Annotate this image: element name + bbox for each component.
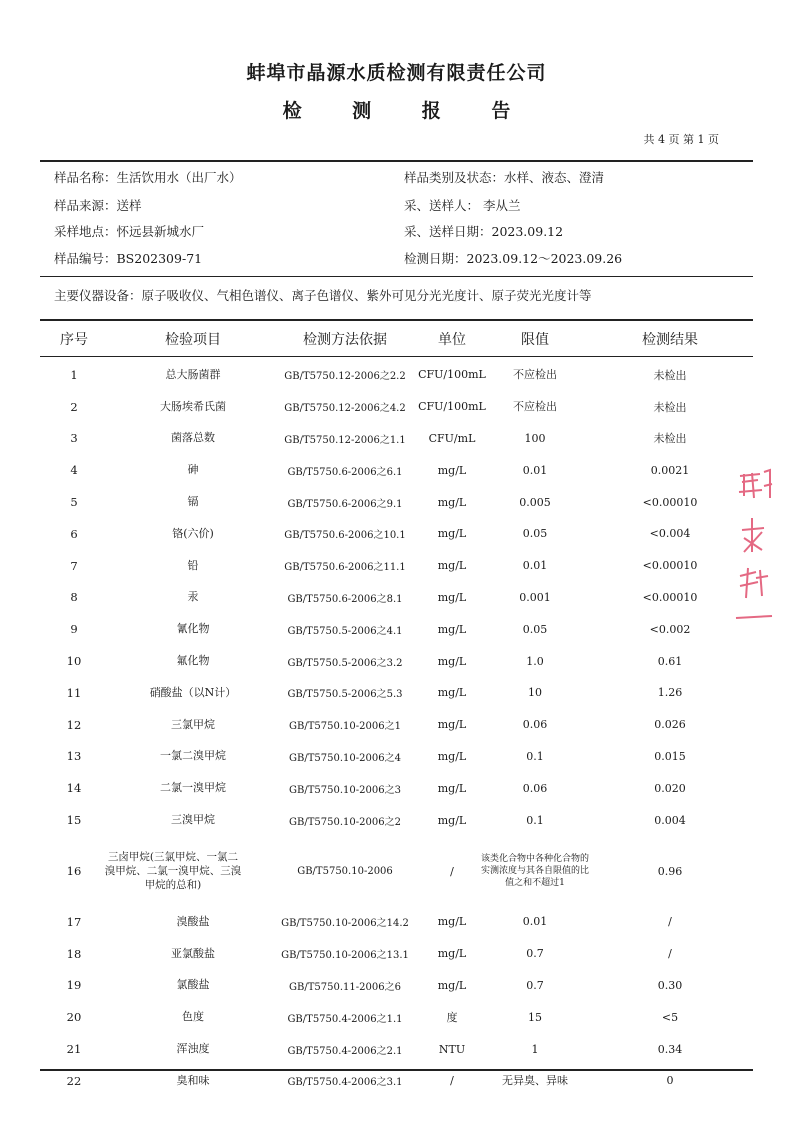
limit-value: 不应检出 xyxy=(513,400,557,414)
unit: 度 xyxy=(446,1011,458,1025)
limit-value: 0.05 xyxy=(522,622,548,636)
table-row xyxy=(40,677,753,709)
bottom-rule xyxy=(40,1069,753,1071)
table-row xyxy=(40,1001,753,1033)
sampling-location: 采样地点：怀远县新城水厂 xyxy=(54,224,205,239)
limit-value: 0.005 xyxy=(519,495,551,509)
test-item: 汞 xyxy=(187,590,199,604)
row-number: 12 xyxy=(66,717,82,732)
unit: mg/L xyxy=(437,590,467,604)
test-result: 0.61 xyxy=(657,654,683,668)
test-result: 未检出 xyxy=(653,432,687,446)
test-result: <0.00010 xyxy=(642,559,698,573)
test-method: GB/T5750.12-2006之2.2 xyxy=(284,371,406,383)
test-item: 溴酸盐 xyxy=(176,914,210,928)
limit-value: 1 xyxy=(531,1042,539,1056)
table-row xyxy=(40,970,753,1002)
table-row xyxy=(40,454,753,486)
row-number: 15 xyxy=(66,813,82,828)
unit: mg/L xyxy=(437,686,467,700)
limit-value: 100 xyxy=(524,431,546,445)
test-method: GB/T5750.6-2006之10.1 xyxy=(284,530,406,542)
row-number: 5 xyxy=(70,495,78,510)
row-number: 17 xyxy=(66,914,82,929)
limit-value: 0.05 xyxy=(522,527,548,541)
test-item: 三氯甲烷 xyxy=(171,717,215,731)
unit: mg/L xyxy=(437,718,467,732)
test-method: GB/T5750.10-2006 xyxy=(297,865,393,877)
limit-value: 0.01 xyxy=(522,915,548,929)
row-number: 14 xyxy=(66,781,82,796)
test-method: GB/T5750.5-2006之3.2 xyxy=(287,657,403,669)
unit: mg/L xyxy=(437,559,467,573)
test-result: / xyxy=(668,915,672,929)
test-result: 0.026 xyxy=(654,718,686,732)
table-row xyxy=(40,1033,753,1065)
top-rule xyxy=(40,160,753,162)
limit-value: 0.06 xyxy=(522,718,548,732)
limit-value: 无异臭、异味 xyxy=(502,1074,568,1088)
unit: / xyxy=(450,864,454,878)
table-row xyxy=(40,550,753,582)
test-item: 亚氯酸盐 xyxy=(171,946,215,960)
row-number: 8 xyxy=(70,590,78,605)
limit-value: 0.1 xyxy=(526,813,544,827)
test-result: <0.00010 xyxy=(642,590,698,604)
table-row xyxy=(40,518,753,550)
unit: mg/L xyxy=(437,495,467,509)
test-item: 臭和味 xyxy=(176,1073,210,1087)
instruments: 主要仪器设备：原子吸收仪、气相色谱仪、离子色谱仪、紫外可见分光光度计、原子荧光光度计等 xyxy=(54,288,592,303)
table-row xyxy=(40,709,753,741)
table-row xyxy=(40,359,753,391)
sampler: 采、送样人： 李从兰 xyxy=(404,198,521,213)
limit-value: 0.7 xyxy=(526,978,544,992)
test-method: GB/T5750.6-2006之8.1 xyxy=(287,593,403,605)
header-rule xyxy=(40,356,753,357)
limit-value: 0.7 xyxy=(526,947,544,961)
test-method: GB/T5750.10-2006之2 xyxy=(289,816,401,828)
row-number: 19 xyxy=(66,978,82,993)
test-result: 0 xyxy=(666,1074,674,1088)
row-number: 6 xyxy=(70,526,78,541)
header-item: 检验项目 xyxy=(165,332,221,348)
test-item: 氰化物 xyxy=(176,622,210,636)
info-row-1 xyxy=(54,168,744,188)
row-number: 2 xyxy=(70,399,78,414)
test-item: 三卤甲烷(三氯甲烷、一氯二溴甲烷、二氯一溴甲烷、三溴甲烷的总和) xyxy=(104,851,242,891)
test-item: 氯酸盐 xyxy=(176,978,210,992)
test-method: GB/T5750.6-2006之11.1 xyxy=(284,562,406,574)
info-row-4 xyxy=(54,249,744,269)
table-row xyxy=(40,613,753,645)
test-result: 0.0021 xyxy=(650,463,690,477)
row-number: 18 xyxy=(66,946,82,961)
info-row-3 xyxy=(54,222,744,242)
test-item: 镉 xyxy=(187,495,199,509)
test-result: 0.020 xyxy=(654,781,686,795)
test-result: 1.26 xyxy=(657,686,683,700)
unit: mg/L xyxy=(437,463,467,477)
info-rule xyxy=(40,276,753,277)
table-top-rule xyxy=(40,319,753,321)
test-item: 氟化物 xyxy=(176,654,210,668)
test-result: 0.015 xyxy=(654,749,686,763)
limit-value: 10 xyxy=(528,686,542,700)
test-method: GB/T5750.12-2006之1.1 xyxy=(284,434,406,446)
header-limit: 限值 xyxy=(521,332,549,348)
test-date: 检测日期：2023.09.12～2023.09.26 xyxy=(404,251,623,266)
test-result: 0.004 xyxy=(654,813,686,827)
test-method: GB/T5750.5-2006之4.1 xyxy=(287,625,403,637)
sample-date: 采、送样日期：2023.09.12 xyxy=(404,224,564,239)
limit-value: 0.001 xyxy=(519,590,551,604)
unit: mg/L xyxy=(437,813,467,827)
header-method: 检测方法依据 xyxy=(303,332,387,348)
test-method: GB/T5750.12-2006之4.2 xyxy=(284,403,406,415)
row-number: 20 xyxy=(66,1010,82,1025)
row-number: 10 xyxy=(66,654,82,669)
sample-type: 样品类别及状态：水样、液态、澄清 xyxy=(404,170,605,185)
test-result: <0.002 xyxy=(649,622,691,636)
test-result: 0.30 xyxy=(657,978,683,992)
test-item: 铅 xyxy=(187,558,199,572)
header-no: 序号 xyxy=(60,332,88,348)
test-result: 0.34 xyxy=(657,1042,683,1056)
table-row xyxy=(40,938,753,970)
limit-value: 0.1 xyxy=(526,749,544,763)
seal-stamp xyxy=(734,468,774,628)
unit: mg/L xyxy=(437,622,467,636)
limit-value: 该类化合物中各种化合物的实测浓度与其各自限值的比值之和不超过1 xyxy=(480,854,589,888)
test-method: GB/T5750.11-2006之6 xyxy=(289,981,401,993)
unit: mg/L xyxy=(437,915,467,929)
unit: mg/L xyxy=(437,781,467,795)
sample-number: 样品编号：BS202309-71 xyxy=(54,251,203,266)
test-method: GB/T5750.10-2006之13.1 xyxy=(281,950,409,962)
test-result: <0.00010 xyxy=(642,495,698,509)
test-result: 未检出 xyxy=(653,368,687,382)
test-method: GB/T5750.10-2006之4 xyxy=(289,752,401,764)
unit: mg/L xyxy=(437,654,467,668)
test-method: GB/T5750.4-2006之2.1 xyxy=(287,1045,403,1057)
unit: mg/L xyxy=(437,978,467,992)
test-item: 铬(六价) xyxy=(172,526,214,540)
test-method: GB/T5750.4-2006之1.1 xyxy=(287,1013,403,1025)
test-item: 色度 xyxy=(182,1010,204,1024)
test-method: GB/T5750.10-2006之14.2 xyxy=(281,918,409,930)
test-result: 未检出 xyxy=(653,400,687,414)
test-method: GB/T5750.10-2006之3 xyxy=(289,784,401,796)
limit-value: 不应检出 xyxy=(513,368,557,382)
test-method: GB/T5750.6-2006之6.1 xyxy=(287,466,403,478)
row-number: 7 xyxy=(70,558,78,573)
test-result: <5 xyxy=(661,1010,679,1024)
test-item: 二氯一溴甲烷 xyxy=(160,781,226,795)
table-row xyxy=(40,836,753,906)
unit: CFU/mL xyxy=(428,431,476,445)
test-method: GB/T5750.5-2006之5.3 xyxy=(287,689,403,701)
table-row xyxy=(40,582,753,614)
limit-value: 0.06 xyxy=(522,781,548,795)
test-item: 大肠埃希氏菌 xyxy=(160,399,226,413)
row-number: 16 xyxy=(66,864,82,878)
test-item: 菌落总数 xyxy=(171,431,215,445)
unit: mg/L xyxy=(437,947,467,961)
table-row xyxy=(40,423,753,455)
header-result: 检测结果 xyxy=(642,332,698,348)
row-number: 22 xyxy=(66,1073,82,1088)
unit: NTU xyxy=(438,1042,466,1056)
row-number: 11 xyxy=(66,685,82,700)
table-row xyxy=(40,772,753,804)
table-row xyxy=(40,645,753,677)
table-row xyxy=(40,486,753,518)
sample-source: 样品来源：送样 xyxy=(54,198,142,213)
test-result: 0.96 xyxy=(657,864,683,878)
row-number: 13 xyxy=(66,749,82,764)
test-result: / xyxy=(668,947,672,961)
unit: CFU/100mL xyxy=(418,368,486,382)
test-item: 砷 xyxy=(187,463,199,477)
page-info: 共 4 页 第 1 页 xyxy=(643,133,719,146)
row-number: 9 xyxy=(70,622,78,637)
unit: mg/L xyxy=(437,527,467,541)
test-item: 三溴甲烷 xyxy=(171,813,215,827)
header-unit: 单位 xyxy=(438,332,466,348)
test-method: GB/T5750.6-2006之9.1 xyxy=(287,498,403,510)
unit: mg/L xyxy=(437,749,467,763)
limit-value: 15 xyxy=(528,1010,542,1024)
info-row-2 xyxy=(54,196,744,216)
test-item: 总大肠菌群 xyxy=(165,367,221,381)
unit: / xyxy=(450,1074,454,1088)
table-row xyxy=(40,804,753,836)
test-result: <0.004 xyxy=(649,527,691,541)
test-item: 一氯二溴甲烷 xyxy=(160,749,226,763)
limit-value: 0.01 xyxy=(522,559,548,573)
row-number: 21 xyxy=(66,1042,82,1057)
test-method: GB/T5750.10-2006之1 xyxy=(289,721,401,733)
test-method: GB/T5750.4-2006之3.1 xyxy=(287,1077,403,1089)
table-row xyxy=(40,906,753,938)
test-item: 浑浊度 xyxy=(176,1042,210,1056)
table-row xyxy=(40,391,753,423)
test-item: 硝酸盐（以N计） xyxy=(149,685,237,699)
report-title: 检 测 报 告 xyxy=(282,100,533,122)
row-number: 3 xyxy=(70,431,78,446)
row-number: 4 xyxy=(70,463,78,478)
table-row xyxy=(40,741,753,773)
row-number: 1 xyxy=(70,367,78,382)
unit: CFU/100mL xyxy=(418,400,486,414)
limit-value: 0.01 xyxy=(522,463,548,477)
company-name: 蚌埠市晶源水质检测有限责任公司 xyxy=(246,62,547,84)
sample-name: 样品名称：生活饮用水（出厂水） xyxy=(54,170,242,185)
limit-value: 1.0 xyxy=(526,654,544,668)
